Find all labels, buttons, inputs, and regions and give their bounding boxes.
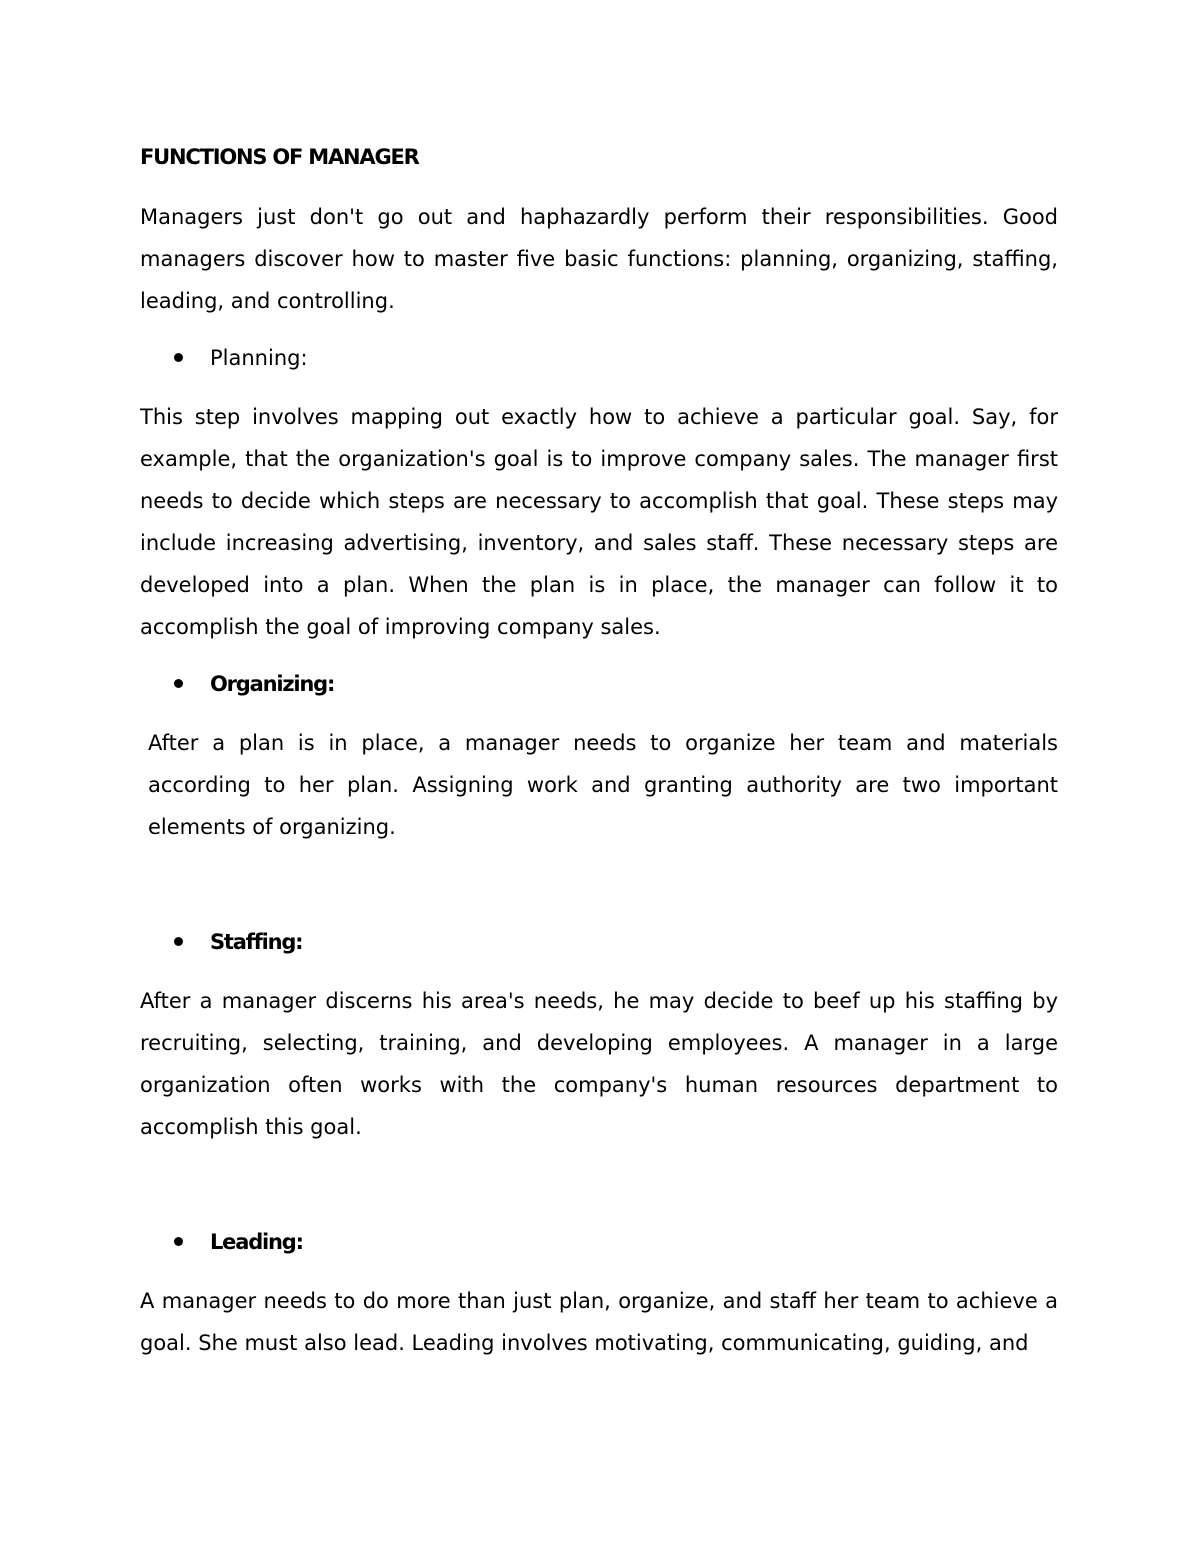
section-heading-leading: Leading: [210, 1230, 303, 1254]
section-body-organizing: After a plan is in place, a manager needs to organize her team and materials according to her plan. Assigning work and granting authority are two important elements of organizing. [148, 731, 1058, 839]
section-body-leading: A manager needs to do more than just plan, organize, and staff her team to achieve a goal. She must also lead. Leading involves motivating, communicating, guiding, and [140, 1289, 1058, 1355]
section-body-staffing: After a manager discerns his area's needs, he may decide to beef up his staffing by recruiting, selecting, training, and developing employees. A manager in a large organization often works with the company's human resources department to accomplish this goal. [140, 989, 1058, 1139]
bullet-dot-icon [174, 353, 183, 362]
section-body-planning: This step involves mapping out exactly how to achieve a particular goal. Say, for example, that the organization's goal is to improve company sales. The manager first needs to decide which steps are necessary to accomplish that goal. These steps may include increasing advertising, inventory, and sales staff. These necessary steps are developed into a plan. When the plan is in place, the manager can follow it to accomplish the goal of improving company sales. [140, 405, 1058, 639]
bullet-leading [140, 1222, 1058, 1262]
bullet-dot-icon [174, 937, 183, 946]
bullet-staffing [140, 922, 1058, 962]
section-heading-organizing: Organizing: [210, 672, 335, 696]
section-heading-staffing: Staffing: [210, 930, 303, 954]
bullet-dot-icon [174, 1237, 183, 1246]
document-title: FUNCTIONS OF MANAGER [140, 145, 419, 169]
bullet-organizing [140, 664, 1058, 704]
bullet-planning [140, 338, 1058, 378]
intro-paragraph: Managers just don't go out and haphazardly perform their responsibilities. Good managers discover how to master five basic functions: planning, organizing, staffing, leading, and controlling. [140, 205, 1058, 313]
bullet-dot-icon [174, 679, 183, 688]
document-page [140, 138, 1058, 1380]
section-heading-planning: Planning: [210, 346, 308, 370]
